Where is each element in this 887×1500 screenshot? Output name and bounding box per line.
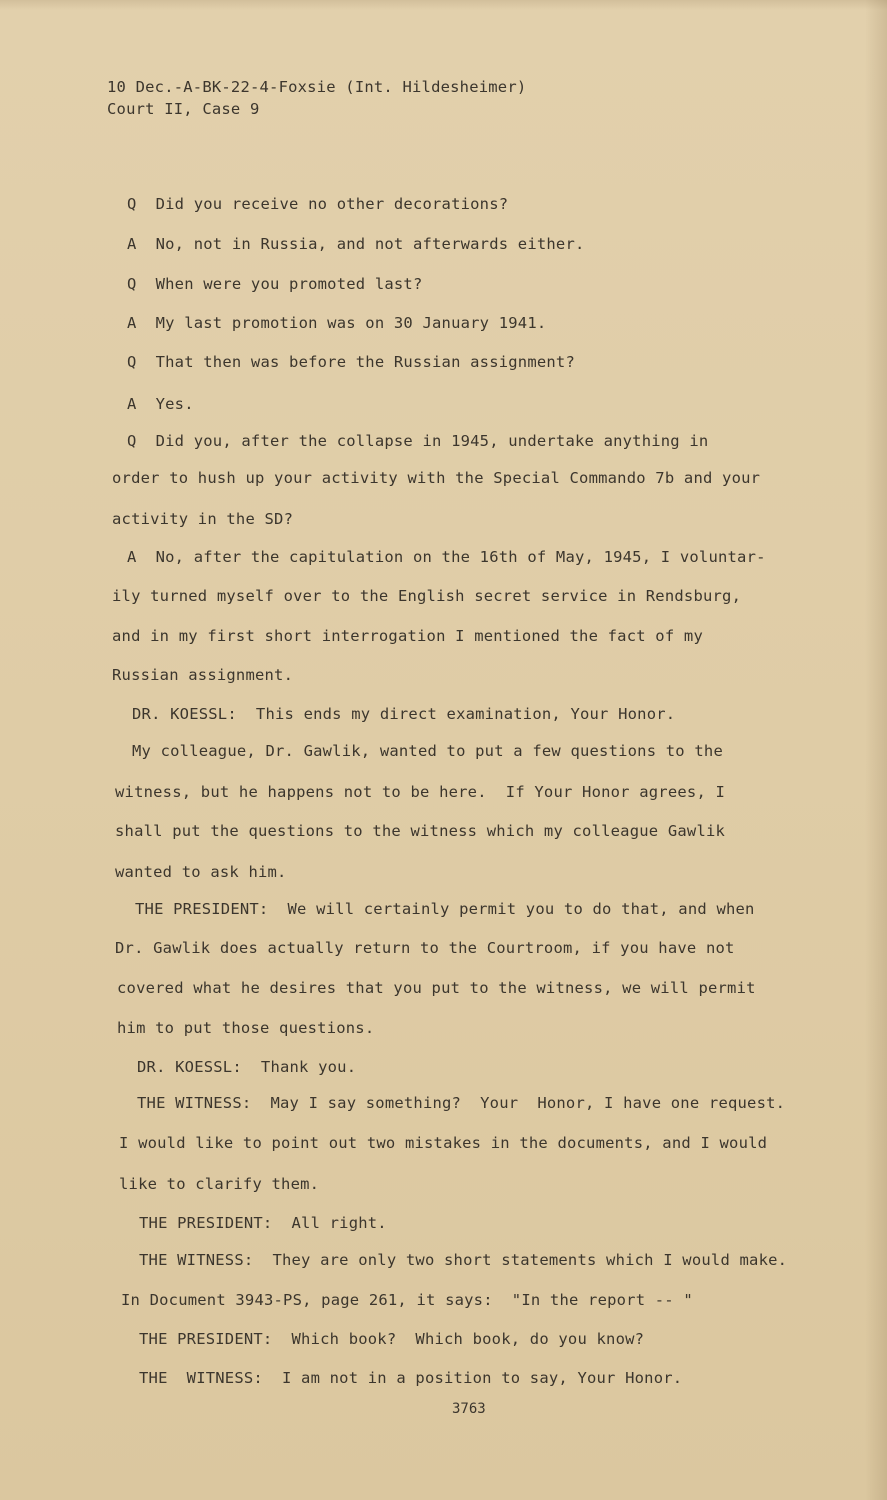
transcript-line: Q Did you receive no other decorations? — [127, 195, 509, 213]
transcript-line: Q When were you promoted last? — [127, 275, 423, 293]
transcript-line: shall put the questions to the witness which my colleague Gawlik — [115, 822, 726, 840]
page-number: 3763 — [452, 1401, 486, 1417]
transcript-line: THE WITNESS: They are only two short statements which I would make. — [139, 1251, 788, 1269]
transcript-line: him to put those questions. — [117, 1019, 375, 1037]
transcript-line: THE WITNESS: I am not in a position to say, Your Honor. — [139, 1369, 683, 1387]
transcript-line: My colleague, Dr. Gawlik, wanted to put a few questions to the — [132, 742, 723, 760]
transcript-line: ily turned myself over to the English secret service in Rendsburg, — [112, 587, 742, 605]
page-right-shadow — [865, 0, 887, 1500]
transcript-line: I would like to point out two mistakes in the documents, and I would — [119, 1134, 768, 1152]
transcript-line: covered what he desires that you put to the witness, we will permit — [117, 979, 756, 997]
transcript-line: A No, after the capitulation on the 16th of May, 1945, I voluntar- — [127, 548, 766, 566]
transcript-line: Q Did you, after the collapse in 1945, undertake anything in — [127, 432, 709, 450]
transcript-line: THE WITNESS: May I say something? Your Honor, I have one request. — [137, 1094, 786, 1112]
transcript-line: THE PRESIDENT: We will certainly permit you to do that, and when — [135, 900, 755, 918]
transcript-line: wanted to ask him. — [115, 863, 287, 881]
transcript-line: Dr. Gawlik does actually return to the Courtroom, if you have not — [115, 939, 735, 957]
transcript-line: Q That then was before the Russian assignment? — [127, 353, 575, 371]
transcript-line: THE PRESIDENT: Which book? Which book, do you know? — [139, 1330, 645, 1348]
header-line-1: 10 Dec.-A-BK-22-4-Foxsie (Int. Hildesheimer) — [107, 78, 527, 96]
transcript-line: witness, but he happens not to be here. If Your Honor agrees, I — [115, 783, 726, 801]
header-line-2: Court II, Case 9 — [107, 100, 260, 118]
transcript-line: In Document 3943-PS, page 261, it says: "In the report -- " — [121, 1291, 693, 1309]
transcript-line: activity in the SD? — [112, 510, 294, 528]
transcript-line: A No, not in Russia, and not afterwards either. — [127, 235, 585, 253]
transcript-line: A My last promotion was on 30 January 1941. — [127, 314, 547, 332]
transcript-line: like to clarify them. — [119, 1175, 320, 1193]
transcript-line: order to hush up your activity with the Special Commando 7b and your — [112, 469, 761, 487]
transcript-line: DR. KOESSL: Thank you. — [137, 1058, 357, 1076]
transcript-line: A Yes. — [127, 395, 194, 413]
transcript-line: THE PRESIDENT: All right. — [139, 1214, 387, 1232]
transcript-line: DR. KOESSL: This ends my direct examination, Your Honor. — [132, 705, 676, 723]
transcript-line: and in my first short interrogation I mentioned the fact of my — [112, 627, 703, 645]
page-top-shadow — [0, 0, 887, 10]
transcript-line: Russian assignment. — [112, 666, 294, 684]
